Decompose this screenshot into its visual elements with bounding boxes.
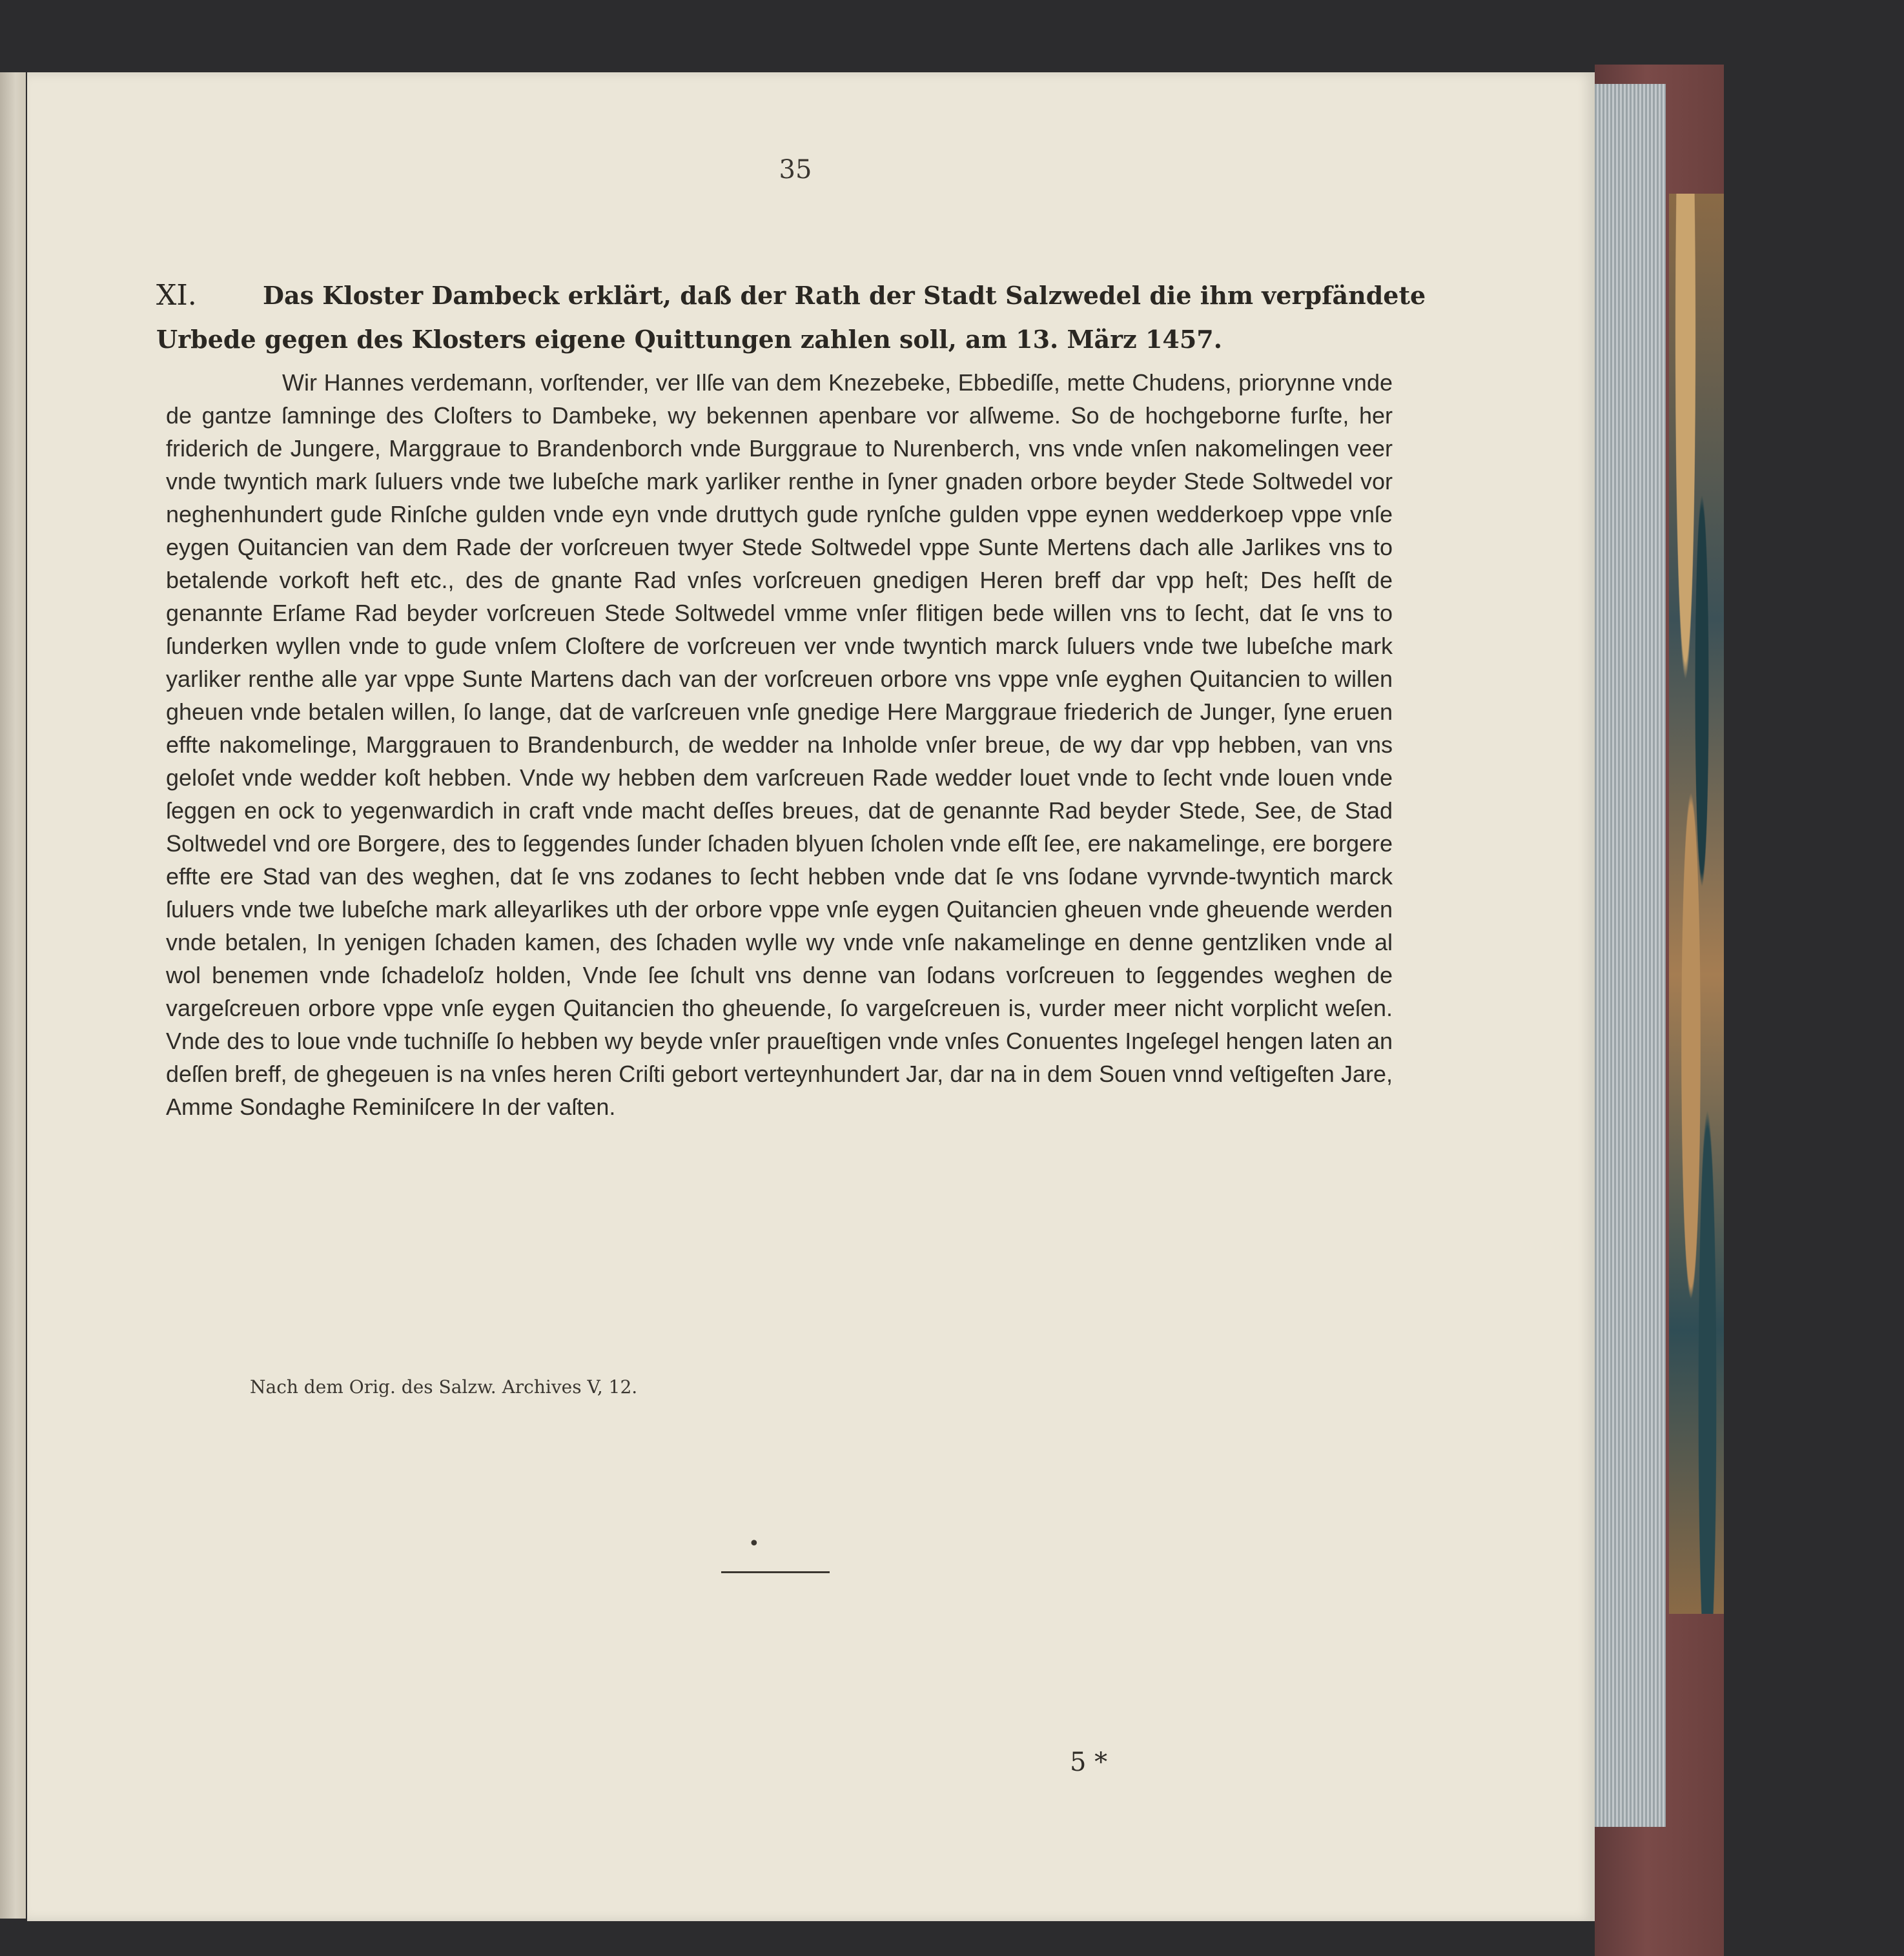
page-edges <box>1595 84 1666 1827</box>
book-page <box>27 72 1595 1921</box>
ornament-dot: • <box>748 1533 760 1555</box>
charter-text: Wir Hannes verdemann, vorſtender, ver Ilſe van dem Knezebeke, Ebbediſſe, mette Chudens, priorynne vnde de gantze ſamninge des Cloſters to Dambeke, wy bekennen apenbare vor alſweme. So de hochgeborne furſte, her friderich de Jungere, Marggraue to Brandenborch vnde Burggraue to Nurenberch, vns vnde vnſen nakomelingen veer vnde twyntich mark ſuluers vnde twe lubeſche mark yarliker renthe in ſyner gnaden orbore beyder Stede Soltwedel vor neghenhundert gude Rinſche gulden vnde eyn vnde druttych gude rynſche gulden vppe eynen wedderkoep vppe vnſe eygen Quitancien van dem Rade der vorſcreuen twyer Stede Soltwedel vppe Sunte Mertens dach alle Jarlikes vns to betalende vorkoft heft etc., des de gnante Rad vnſes vorſcreuen gnedigen Heren breff dar vpp heſt; Des heſſt de genannte Erſame Rad beyder vorſcreuen Stede Soltwedel vmme vnſer flitigen bede willen vns to ſecht, dat ſe vns to ſunderken wyllen vnde to gude vnſem Cloſtere de vorſcreuen ver vnde twyntich marck ſuluers vnde twe lubeſche mark yarliker renthe alle yar vppe Sunte Martens dach van der vorſcreuen orbore vns vppe vnſe eyghen Quitancien to willen gheuen vnde betalen willen, ſo lange, dat de varſcreuen vnſe gnedige Here Marggraue friederich de Junger, ſyne eruen effte nakomelinge, Marggrauen to Brandenburch, de wedder na Inholde vnſer breue, de wy dar vpp hebben, van vns geloſet vnde wedder koſt hebben. Vnde wy hebben dem varſcreuen Rade wedder louet vnde to ſecht vnde louen vnde ſeggen en ock to yegenwardich in craft vnde macht deſſes breues, dat de genannte Rad beyder Stede, See, de Stad Soltwedel vnd ore Borgere, des to ſeggendes ſunder ſchaden blyuen ſcholen vnde eſſt ſee, ere nakamelinge, ere borgere effte ere Stad van des weghen, dat ſe vns zodanes to ſecht hebben vnde dat ſe vns ſodane vyrvnde-twyntich marck ſuluers vnde twe lubeſche mark alleyarlikes uth der orbore vppe vnſe eygen Quitancien gheuen vnde gheuende werden vnde betalen, In yenigen ſchaden kamen, des ſchaden wylle wy vnde vnſe nakamelinge en denne gentzliken vnde al wol benemen vnde ſchadeloſz holden, Vnde ſee ſchult vns denne van ſodans vorſcreuen to ſeggendes weghen de vargeſcreuen orbore vppe vnſe eygen Quitancien tho gheuende, ſo vargeſcreuen is, vurder meer nicht vorplicht weſen. Vnde des to loue vnde tuchniſſe ſo hebben wy beyde vnſer praueſtigen vnde vnſes Conuentes Ingeſegel hengen laten an deſſen breff, de ghegeuen is na vnſes heren Criſti gebort verteynhundert Jar, dar na in dem Souen vnnd veſtigeſten Jare, Amme Sondaghe Reminiſcere In der vaſten. <box>166 369 1393 1120</box>
adjacent-left-page <box>0 72 26 1919</box>
source-citation: Nach dem Orig. des Salzw. Archives V, 12. <box>250 1376 638 1398</box>
marbled-cover <box>1669 194 1724 1614</box>
page-number: 35 <box>779 155 812 185</box>
heading-numeral: XI. <box>156 279 197 312</box>
printer-signature: 5 * <box>1070 1747 1108 1777</box>
heading-line-1: Das Kloster Dambeck erklärt, daß der Rath der Stadt Salzwedel die ihm verpfändete <box>263 281 1426 310</box>
section-divider <box>721 1571 830 1573</box>
heading-line-2: Urbede gegen des Klosters eigene Quittungen zahlen soll, am 13. März 1457. <box>156 325 1222 354</box>
